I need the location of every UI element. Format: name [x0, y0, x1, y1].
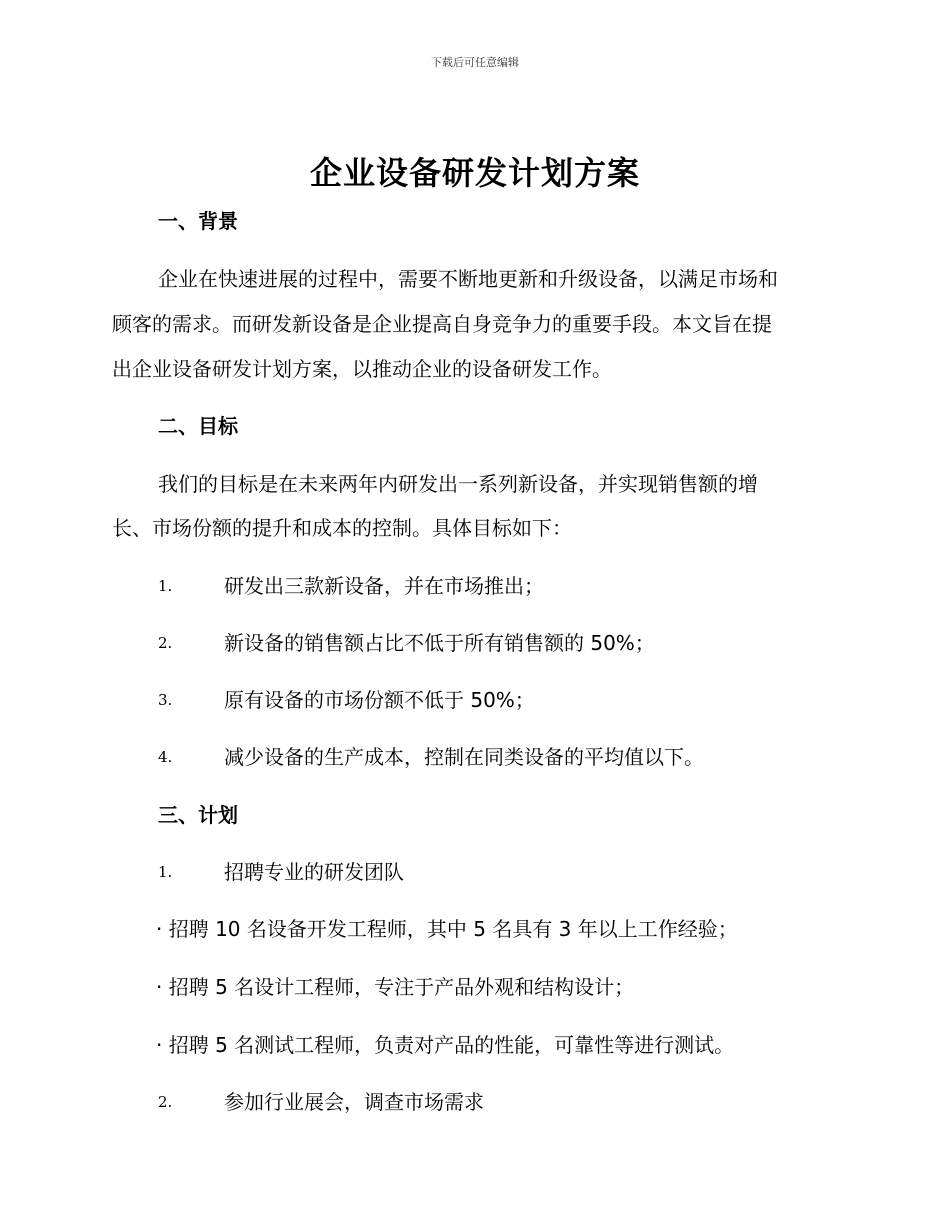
list-item: [158, 858, 404, 886]
bullet-item: · 招聘 5 名测试工程师，负责对产品的性能，可靠性等进行测试。: [156, 1033, 735, 1057]
document-title: 企业设备研发计划方案: [309, 154, 640, 192]
section-heading-plan: 三、计划: [158, 803, 238, 827]
list-text: 原有设备的市场份额不低于 50%；: [224, 688, 535, 712]
list-number: 3.: [158, 691, 173, 709]
list-item: [158, 1088, 484, 1116]
paragraph-line: 我们的目标是在未来两年内研发出一系列新设备，并实现销售额的增: [158, 472, 758, 496]
list-text: 参加行业展会，调查市场需求: [224, 1090, 484, 1114]
list-text: 新设备的销售额占比不低于所有销售额的 50%；: [224, 631, 655, 655]
paragraph-line: 长、市场份额的提升和成本的控制。具体目标如下：: [112, 516, 572, 540]
section-heading-goals: 二、目标: [158, 414, 238, 438]
header-note: 下载后可任意编辑: [431, 56, 519, 69]
list-item: [158, 572, 544, 600]
bullet-item: · 招聘 10 名设备开发工程师，其中 5 名具有 3 年以上工作经验；: [156, 917, 738, 941]
paragraph-line: 出企业设备研发计划方案，以推动企业的设备研发工作。: [112, 357, 612, 381]
list-number: 1.: [158, 577, 173, 595]
list-item: [158, 743, 704, 771]
list-item: [158, 629, 655, 657]
list-text: 减少设备的生产成本，控制在同类设备的平均值以下。: [224, 745, 704, 769]
paragraph-line: 企业在快速进展的过程中，需要不断地更新和升级设备，以满足市场和: [158, 267, 778, 291]
list-text: 招聘专业的研发团队: [224, 860, 404, 884]
list-number: 1.: [158, 863, 173, 881]
list-text: 研发出三款新设备，并在市场推出；: [224, 574, 544, 598]
list-number: 2.: [158, 1093, 173, 1111]
list-item: [158, 686, 535, 714]
paragraph-line: 顾客的需求。而研发新设备是企业提高自身竞争力的重要手段。本文旨在提: [112, 312, 772, 336]
list-number: 2.: [158, 634, 173, 652]
list-number: 4.: [158, 748, 173, 766]
bullet-item: · 招聘 5 名设计工程师，专注于产品外观和结构设计；: [156, 975, 635, 999]
section-heading-background: 一、背景: [158, 209, 238, 233]
